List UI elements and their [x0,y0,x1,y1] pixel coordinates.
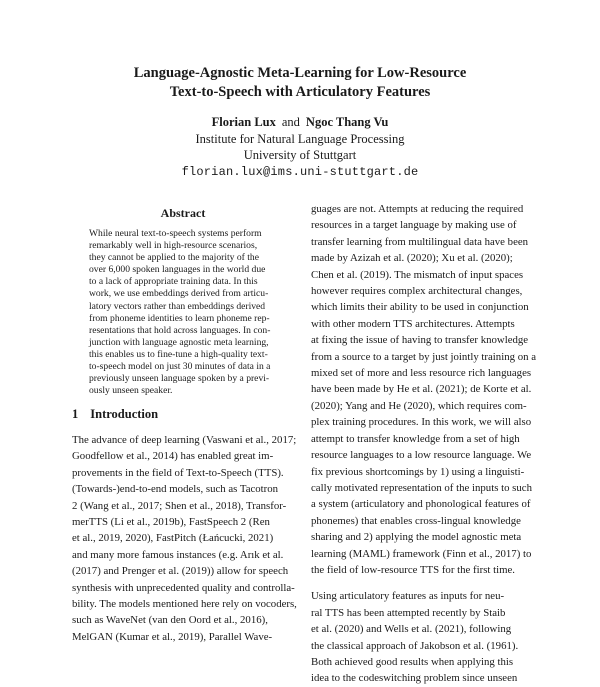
right-line: a system (articulatory and phonological features of [311,498,531,511]
title-line-2: Text-to-Speech with Articulatory Features [169,84,431,100]
right-line: idea to the codeswitching problem since unseen [311,672,518,685]
right-line: Both achieved good results when applying this [311,655,514,668]
right-line: phonemes) that enables cross-lingual knowledge [311,514,521,527]
intro-line: and many more famous instances (e.g. Arık et al. [72,548,284,561]
abstract-heading: Abstract [160,206,206,220]
right-line: Using articulatory features as inputs for neu- [311,590,505,603]
right-line: made by Azizah et al. (2020); Xu et al. (2020); [311,252,513,265]
abstract-line: this enables us to fine-tune a high-quality text- [89,348,268,360]
right-line: from a source to a target by just jointly training on a [311,350,536,363]
right-line: at fixing the issue of having to transfer knowledge [311,334,529,347]
intro-line: Goodfellow et al., 2014) has enabled great im- [72,450,274,463]
paragraph-gap [311,578,531,588]
right-line: have been made by He et al. (2021); de Korte et al. [311,383,532,396]
intro-line: provements in the field of Text-to-Speech (TTS). [72,466,284,479]
right-line: the classical approach of Jakobson et al. (1961). [311,639,519,652]
intro-line: (Towards-)end-to-end models, such as Tacotron [72,483,279,496]
intro-line: MelGAN (Kumar et al., 2019), Parallel Wave- [72,630,273,643]
intro-line: synthesis with unprecedented quality and controlla- [72,581,295,594]
right-line: the field of low-resource TTS for the first time. [311,563,515,576]
institute: Institute for Natural Language Processing [195,131,405,146]
right-line: resource languages to a low resource language. We [311,449,532,462]
intro-line: bility. The models mentioned here rely on vocoders, [72,598,297,611]
right-line: guages are not. Attempts at reducing the required [311,203,524,215]
right-line: attempt to transfer knowledge from a set of high [311,432,520,445]
intro-line: (2017) and Prenger et al. (2019)) allow for speech [72,565,289,578]
right-column [311,201,536,687]
title-line-1: Language-Agnostic Meta-Learning for Low-Resource [133,65,467,81]
introduction-heading [72,407,158,422]
abstract-line: they cannot be applied to the majority of the [89,252,259,264]
intro-line: 2 (Wang et al., 2017; Shen et al., 2018), Transfor- [72,499,287,512]
right-line: resources in a target language by making use of [311,219,517,232]
paper-title [0,64,600,102]
author-names [0,114,600,131]
intro-line: et al., 2019, 2020), FastPitch (Łańcucki, 2021) [72,532,274,545]
university: University of Stuttgart [243,148,357,162]
intro-line: merTTS (Li et al., 2019b), FastSpeech 2 (Ren [72,516,270,529]
right-line: transfer learning from multilingual data have been [311,235,529,248]
intro-line: The advance of deep learning (Vaswani et al., 2017; [72,434,297,446]
section-number: 1 [72,407,79,421]
abstract-line: work, we use embeddings derived from articu- [89,288,269,300]
right-paragraph-2 [311,588,531,686]
abstract-line: junction with language agnostic meta learning, [89,336,269,348]
section-title: Introduction [90,407,159,421]
introduction-left-column [72,432,297,645]
author-email[interactable]: florian.lux@ims.uni-stuttgart.de [181,164,419,179]
right-line: Chen et al. (2019). The mismatch of input spaces [311,268,524,281]
author-2: Ngoc Thang Vu [305,115,389,129]
abstract-line: remarkably well in high-resource scenarios, [89,240,258,252]
author-block [0,114,600,180]
abstract-body [89,228,279,397]
right-line: ral TTS has been attempted recently by Staib [311,606,506,619]
abstract-line: from phoneme identities to learn phoneme rep- [89,312,270,324]
abstract-line: latory vectors rather than embeddings derived [89,300,266,312]
right-line: et al. (2020) and Wells et al. (2021), following [311,623,512,636]
intro-line: such as WaveNet (van den Oord et al., 2016), [72,614,268,627]
abstract-line: resentations that hold across languages. In con- [89,324,271,336]
author-1: Florian Lux [211,115,276,129]
abstract-line: While neural text-to-speech systems perform [89,228,262,239]
right-paragraph-1 [311,201,536,578]
right-line: mixed set of more and less resource rich languages [311,367,532,380]
abstract-line: to-speech model on just 30 minutes of data in a [89,361,271,373]
abstract-line: over 6,000 spoken languages in the world due [89,264,266,276]
right-line: learning (MAML) framework (Finn et al., 2017) to [311,547,532,560]
right-line: fix previous shortcomings by 1) using a linguisti- [311,465,525,478]
abstract-line: ously unseen speaker. [89,385,173,397]
right-line: (2020); Yang and He (2020), which requires com- [311,399,527,412]
abstract-line: to a lack of appropriate training data. In this [89,276,258,288]
right-line: plex training procedures. In this work, we will also [311,416,532,429]
author-and: and [281,115,300,129]
right-line: which limits their ability to be used in conjunction [311,301,529,314]
right-line: cally motivated representation of the inputs to such [311,481,532,494]
right-line: sharing and 2) applying the model agnostic meta [311,531,522,544]
right-line: with other modern TTS architectures. Attempts [311,317,515,330]
right-line: however requires complex architectural changes, [311,285,523,298]
abstract-line: previously unseen language spoken by a previ- [89,373,270,385]
